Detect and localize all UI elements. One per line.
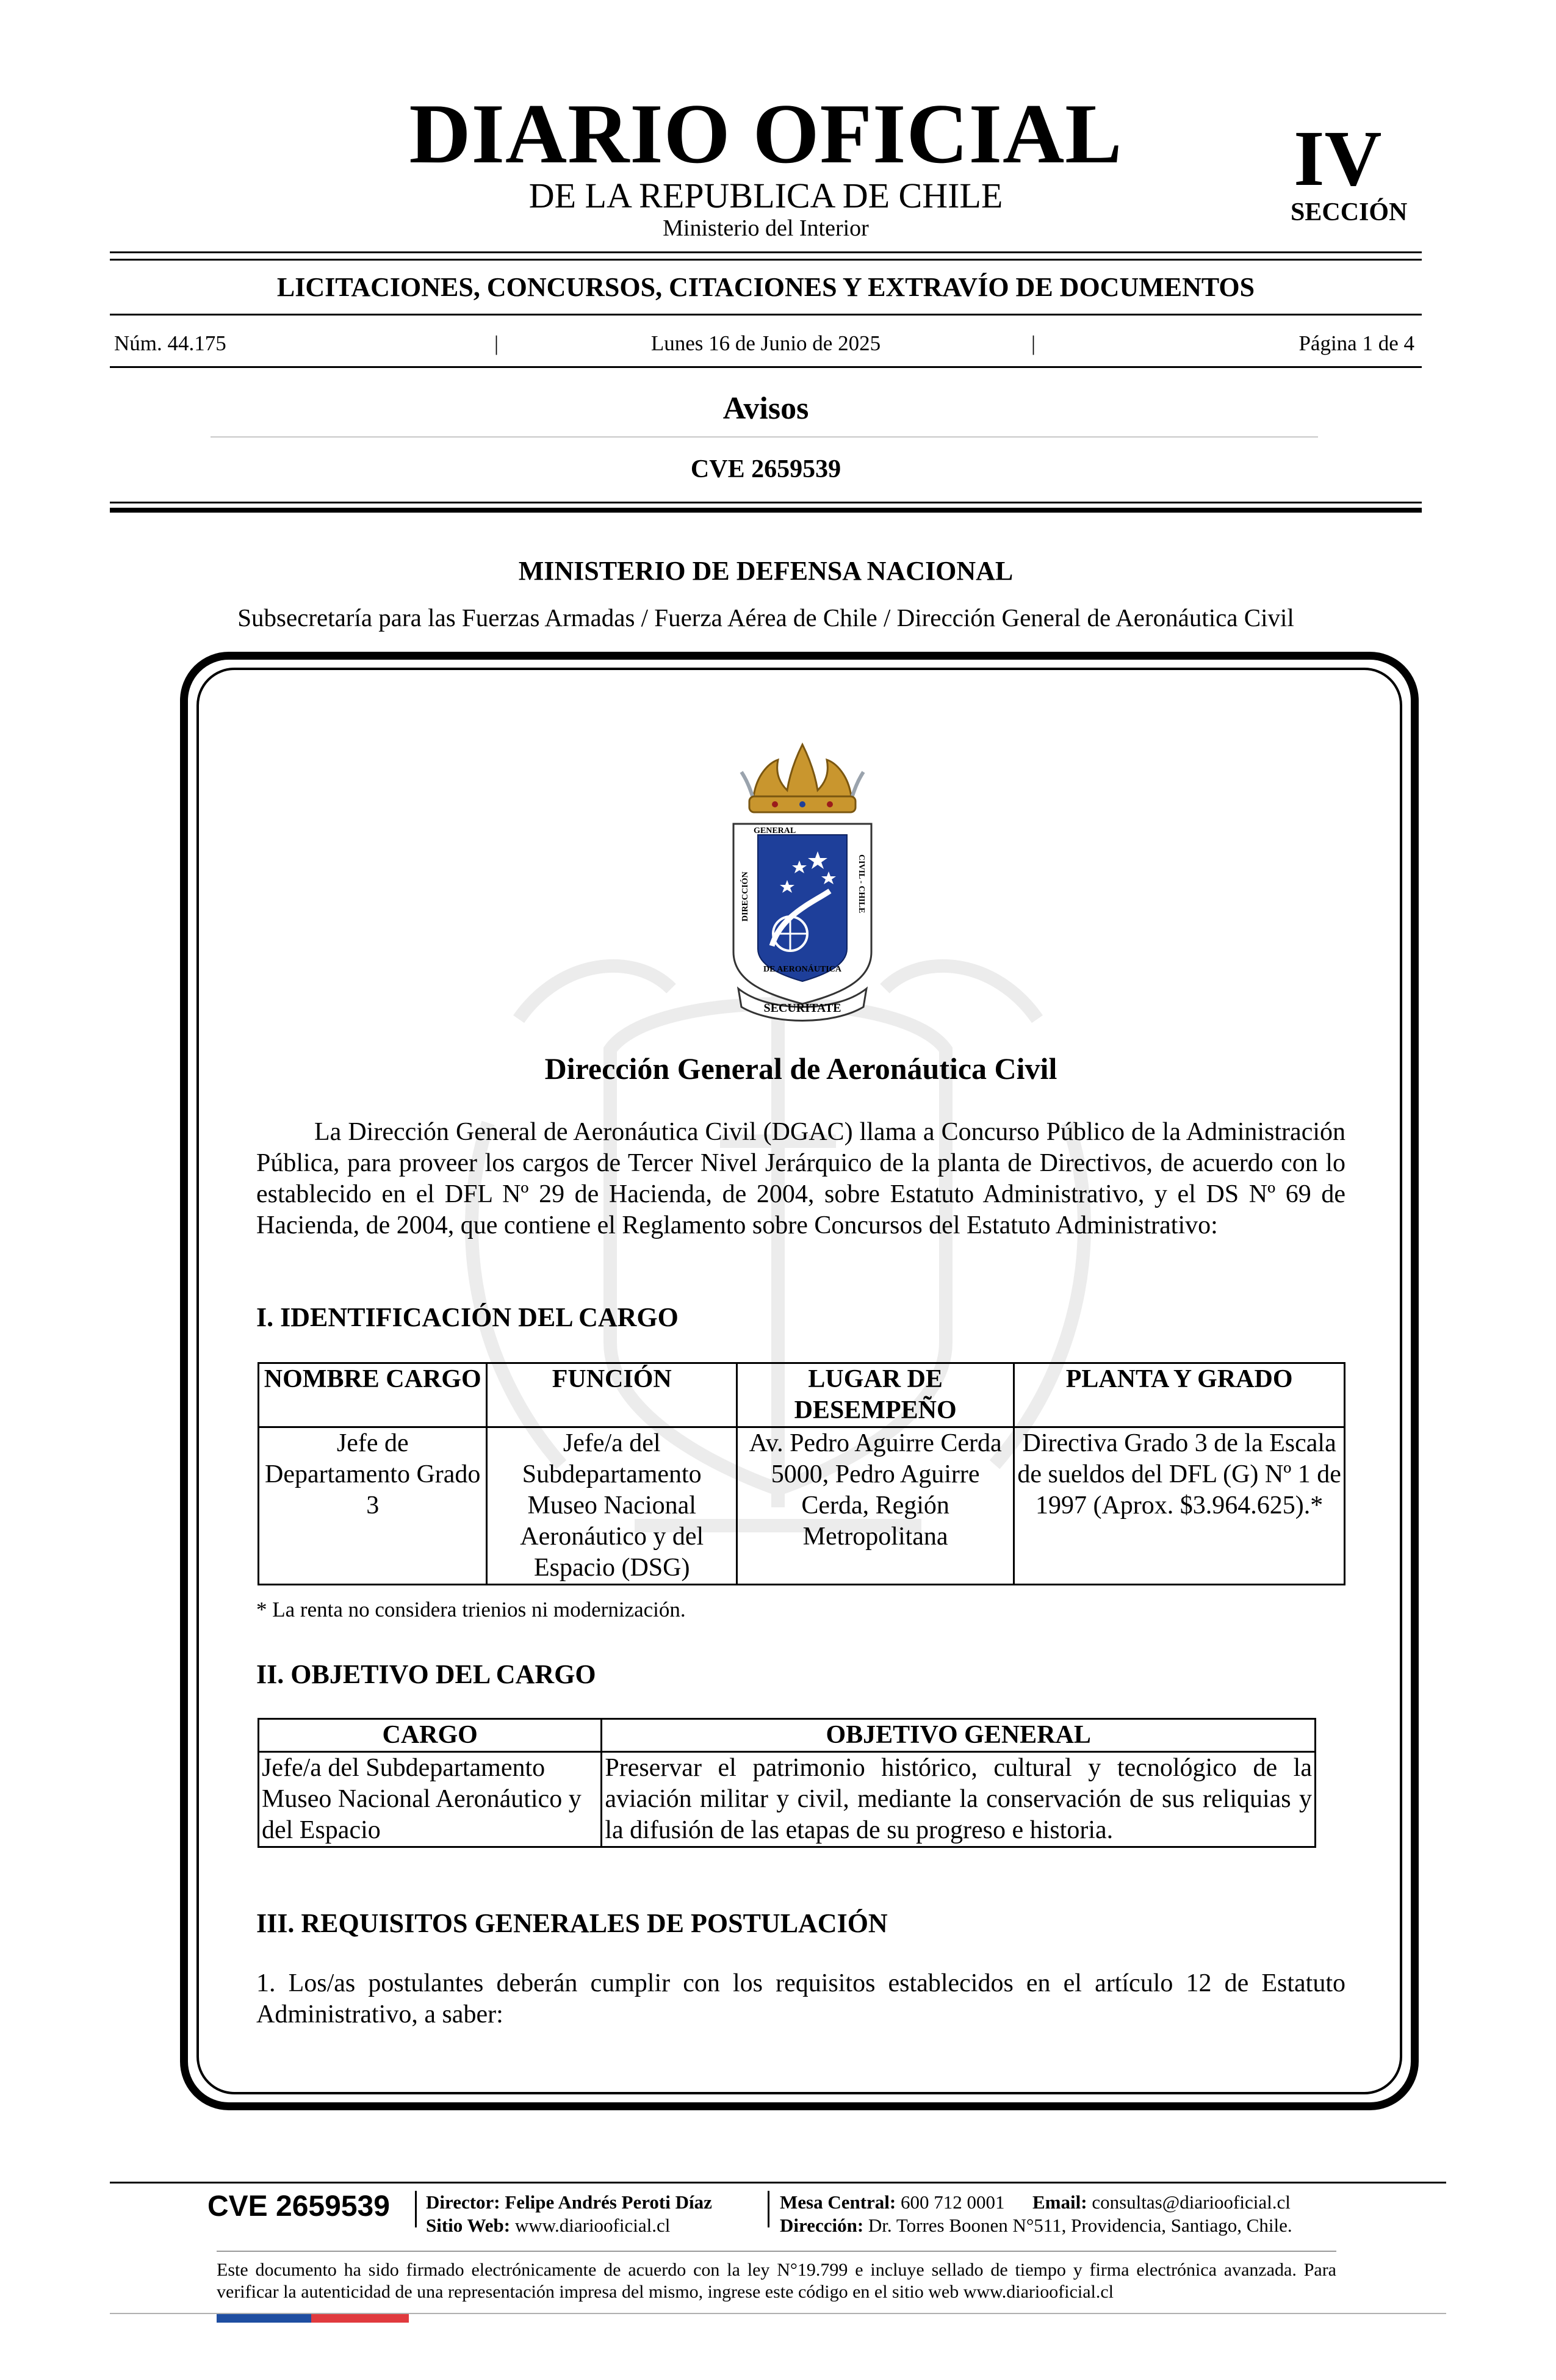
director-name: Felipe Andrés Peroti Díaz (505, 2191, 712, 2213)
section-label: SECCIÓN (1291, 198, 1408, 226)
section-heading: LICITACIONES, CONCURSOS, CITACIONES Y EXTRAVÍO DE DOCUMENTOS (276, 272, 1255, 302)
direccion-value: Dr. Torres Boonen N°511, Providencia, Santiago, Chile. (868, 2215, 1292, 2236)
crown-icon (741, 745, 863, 812)
dgac-logo (726, 738, 879, 1025)
email-label: Email: (1032, 2191, 1087, 2213)
avisos-divider (211, 436, 1318, 438)
subsecretaria-line: Subsecretaría para las Fuerzas Armadas / Fuerza Aérea de Chile / Dirección General de Aeronáutica Civil (237, 604, 1294, 632)
director-label: Director: (426, 2191, 500, 2213)
col-funcion: FUNCIÓN (487, 1363, 737, 1427)
flag-stripe-red (311, 2314, 409, 2323)
newspaper-subtitle: DE LA REPUBLICA DE CHILE (528, 176, 1003, 215)
table-header-row (259, 1363, 1345, 1427)
cell-objetivo: Preservar el patrimonio histórico, cultural y tecnológico de la aviación militar y civil, mediante la conservación de sus reliquias y la difusión de las etapas de su progreso e historia. (602, 1752, 1316, 1847)
section3-title: III. REQUISITOS GENERALES DE POSTULACIÓN (256, 1908, 888, 1938)
mesa-phone: 600 712 0001 (901, 2191, 1005, 2213)
section-number: IV (1294, 115, 1382, 203)
requirement-1: 1. Los/as postulantes deberán cumplir con los requisitos establecidos en el artículo 12 de Estatuto Administrativo, a saber: (256, 1969, 1345, 2028)
org-title: Dirección General de Aeronáutica Civil (544, 1051, 1057, 1086)
web-label: Sitio Web: (426, 2215, 511, 2236)
svg-text:GENERAL: GENERAL (754, 826, 796, 835)
col-planta-grado: PLANTA Y GRADO (1014, 1363, 1345, 1427)
web-link[interactable]: www.diariooficial.cl (514, 2215, 671, 2236)
svg-text:CIVIL - CHILE: CIVIL - CHILE (857, 854, 866, 914)
notice-type: Avisos (722, 391, 809, 426)
masthead-rule-bottom (110, 259, 1422, 261)
cell-nombre-cargo: Jefe de Departamento Grado 3 (259, 1427, 487, 1585)
table-row (259, 1427, 1345, 1585)
col-lugar: LUGAR DE DESEMPEÑO (737, 1363, 1014, 1427)
footer-legal-text: Este documento ha sido firmado electrónicamente de acuerdo con la ley N°19.799 e incluye sellado de tiempo y firma electrónica avanzada. Para verificar la autenticidad de una representación impresa del mismo, ingrese este código en el sitio web www.diariooficial.cl (217, 2260, 1336, 2302)
footer-cve: CVE 2659539 (207, 2190, 390, 2223)
newspaper-title: DIARIO OFICIAL (409, 87, 1123, 181)
svg-text:DIRECCIÓN: DIRECCIÓN (741, 871, 750, 921)
svg-text:DE AERONÁUTICA: DE AERONÁUTICA (763, 965, 841, 974)
section2-title: II. OBJETIVO DEL CARGO (256, 1659, 596, 1689)
intro-paragraph (256, 1117, 1345, 1241)
col-cargo: CARGO (259, 1719, 602, 1752)
ministry-label: Ministerio del Interior (663, 215, 869, 241)
issue-separator-1: | (494, 331, 499, 355)
footer-website (426, 2214, 670, 2237)
notice-cve: CVE 2659539 (690, 455, 841, 483)
renta-footnote: * La renta no considera trienios ni modernización. (256, 1598, 686, 1621)
issue-date: Lunes 16 de Junio de 2025 (650, 331, 881, 355)
issue-rule-top (110, 314, 1422, 316)
email-link[interactable]: consultas@diariooficial.cl (1092, 2191, 1291, 2213)
cell-lugar: Av. Pedro Aguirre Cerda 5000, Pedro Aguirre Cerda, Región Metropolitana (737, 1427, 1014, 1585)
issue-page: Página 1 de 4 (1298, 331, 1414, 355)
notice-rule-top (110, 502, 1422, 503)
direccion-label: Dirección: (780, 2215, 864, 2236)
ministerio-heading: MINISTERIO DE DEFENSA NACIONAL (518, 556, 1014, 586)
footer-contact (780, 2191, 1291, 2214)
col-objetivo: OBJETIVO GENERAL (602, 1719, 1316, 1752)
footer-director (426, 2191, 712, 2214)
svg-text:SECURITATE: SECURITATE (763, 1001, 841, 1015)
footer-separator-2 (768, 2191, 769, 2227)
notice-rule-bottom (110, 508, 1422, 513)
cell-cargo: Jefe/a del Subdepartamento Museo Nacional Aeronáutico y del Espacio (259, 1752, 602, 1847)
footer-address (780, 2214, 1292, 2237)
intro-text: La Dirección General de Aeronáutica Civil (DGAC) llama a Concurso Público de la Administración Pública, para proveer los cargos de Tercer Nivel Jerárquico de la planta de Directivos, de acuerdo con lo establecido en el DFL Nº 29 de Hacienda, de 2004, sobre Estatuto Administrativo, y el DS Nº 69 de Hacienda, de 2004, que contiene el Reglamento sobre Concursos del Estatuto Administrativo: (256, 1118, 1345, 1239)
table-row (259, 1752, 1316, 1847)
cell-funcion: Jefe/a del Subdepartamento Museo Nacional Aeronáutico y del Espacio (DSG) (487, 1427, 737, 1585)
mesa-label: Mesa Central: (780, 2191, 896, 2213)
footer-rule (110, 2182, 1446, 2183)
issue-separator-2: | (1031, 331, 1036, 355)
col-nombre-cargo: NOMBRE CARGO (259, 1363, 487, 1427)
footer-divider (217, 2251, 1336, 2252)
flag-stripe-blue (217, 2314, 311, 2323)
masthead-rule-top (110, 251, 1422, 253)
issue-number: Núm. 44.175 (114, 331, 226, 355)
table-header-row (259, 1719, 1316, 1752)
section1-title: I. IDENTIFICACIÓN DEL CARGO (256, 1302, 679, 1332)
cargo-identification-table (258, 1362, 1345, 1585)
footer-separator-1 (415, 2191, 417, 2227)
cell-planta-grado: Directiva Grado 3 de la Escala de sueldos del DFL (G) Nº 1 de 1997 (Aprox. $3.964.625).* (1014, 1427, 1345, 1585)
issue-rule-bottom (110, 366, 1422, 368)
cargo-objective-table (258, 1718, 1316, 1848)
